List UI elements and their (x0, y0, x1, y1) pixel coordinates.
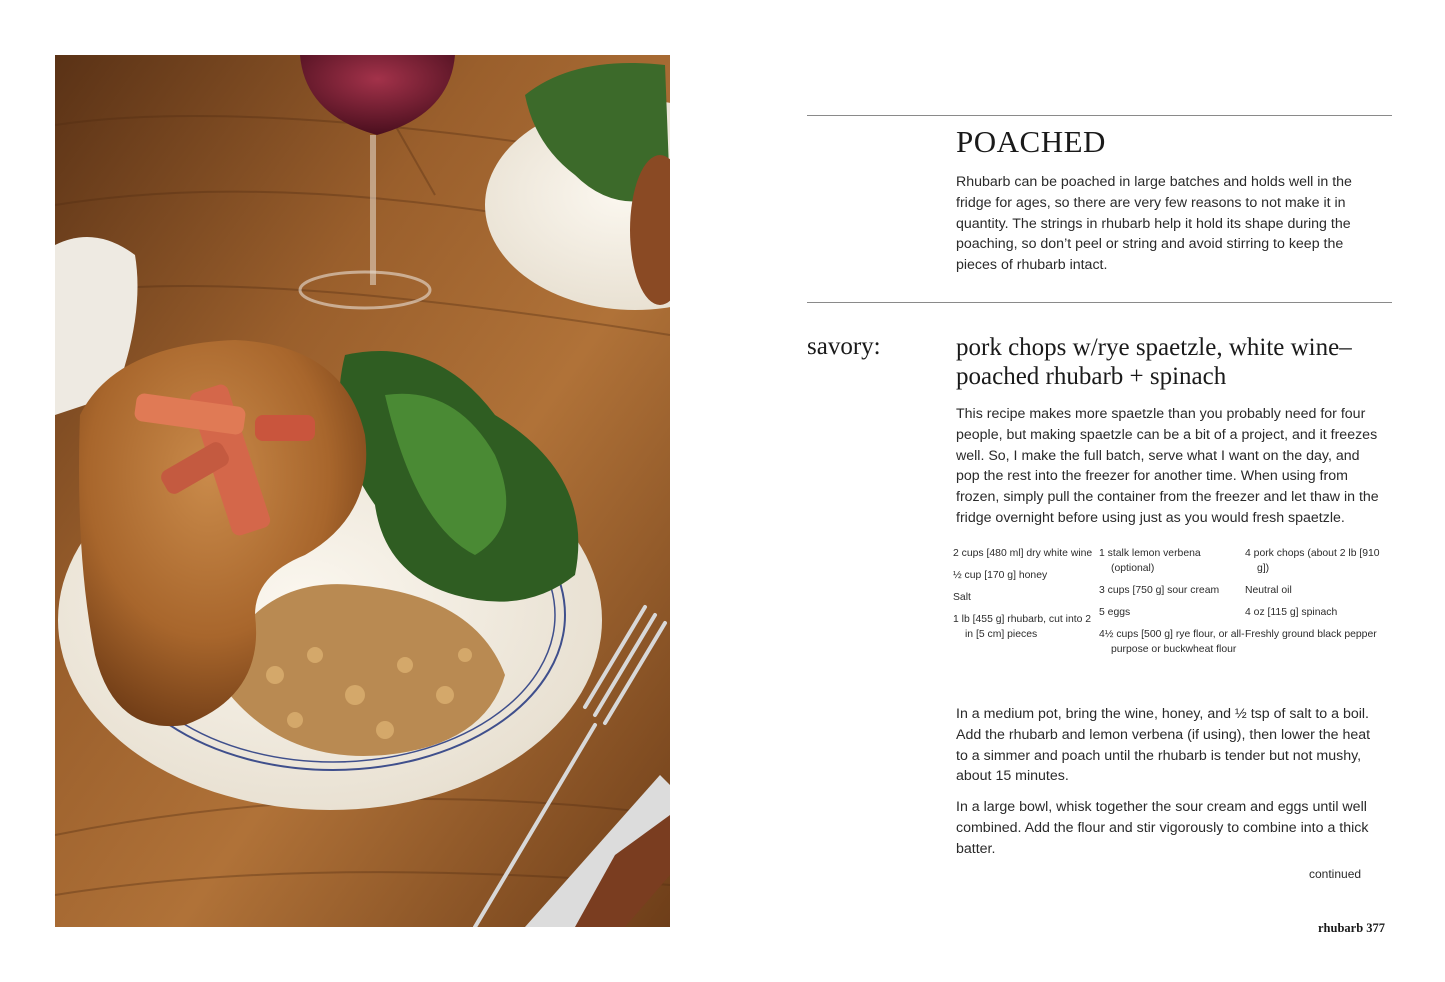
top-rule (807, 115, 1392, 116)
ingredient: 4 pork chops (about 2 lb [910 g]) (1245, 548, 1380, 574)
ingredients-column-2 (1099, 546, 1245, 657)
ingredients-column-3 (1245, 546, 1391, 657)
category-label: savory: (807, 333, 881, 360)
page-folio: rhubarb 377 (1318, 921, 1386, 935)
ingredient: 5 eggs (1099, 607, 1131, 618)
recipe-title: pork chops w/rye spaetzle, white wine–poached rhubarb + spinach (956, 334, 1352, 390)
ingredients-column-1 (953, 546, 1099, 657)
continued-note: continued (1309, 867, 1362, 881)
recipe-description: This recipe makes more spaetzle than you probably need for four people, but making spaetzle can be a bit of a project, and it freezes well. So, I make the full batch, serve what I want on the day, and pop the rest into the freezer for another time. When using from frozen, simply pull the container from the freezer and let thaw in the fridge overnight before using just as you would fresh spaetzle. (956, 406, 1379, 526)
section-title: POACHED (956, 124, 1106, 159)
ingredients-list (953, 546, 1393, 657)
ingredient: 1 lb [455 g] rhubarb, cut into 2 in [5 cm] pieces (953, 614, 1092, 640)
ingredient: 2 cups [480 ml] dry white wine (953, 548, 1093, 559)
ingredient: 4 oz [115 g] spinach (1245, 607, 1338, 618)
food-photo (55, 55, 670, 927)
ingredient: Freshly ground black pepper (1245, 629, 1377, 640)
ingredient: Neutral oil (1245, 585, 1292, 596)
ingredient: 3 cups [750 g] sour cream (1099, 585, 1220, 596)
method-step-1: In a medium pot, bring the wine, honey, and ½ tsp of salt to a boil. Add the rhubarb and lemon verbena (if using), then lower the heat to a simmer and poach until the rhubarb is tender but not mushy, about 15 minutes. (956, 706, 1371, 785)
section-divider (807, 302, 1392, 303)
method-step-2: In a large bowl, whisk together the sour cream and eggs until well combined. Add the flour and stir vigorously to combine into a thick batter. (956, 799, 1369, 857)
intro-paragraph: Rhubarb can be poached in large batches and holds well in the fridge for ages, so there are very few reasons to not make it in quantity. The strings in rhubarb help it hold its shape during the poaching, so don’t peel or string and avoid stirring to keep the pieces of rhubarb intact. (956, 174, 1352, 274)
ingredient: Salt (953, 592, 971, 603)
ingredient: 4½ cups [500 g] rye flour, or all-purpose or buckwheat flour (1099, 629, 1245, 655)
ingredient: ½ cup [170 g] honey (953, 570, 1048, 581)
ingredient: 1 stalk lemon verbena (optional) (1099, 548, 1201, 574)
